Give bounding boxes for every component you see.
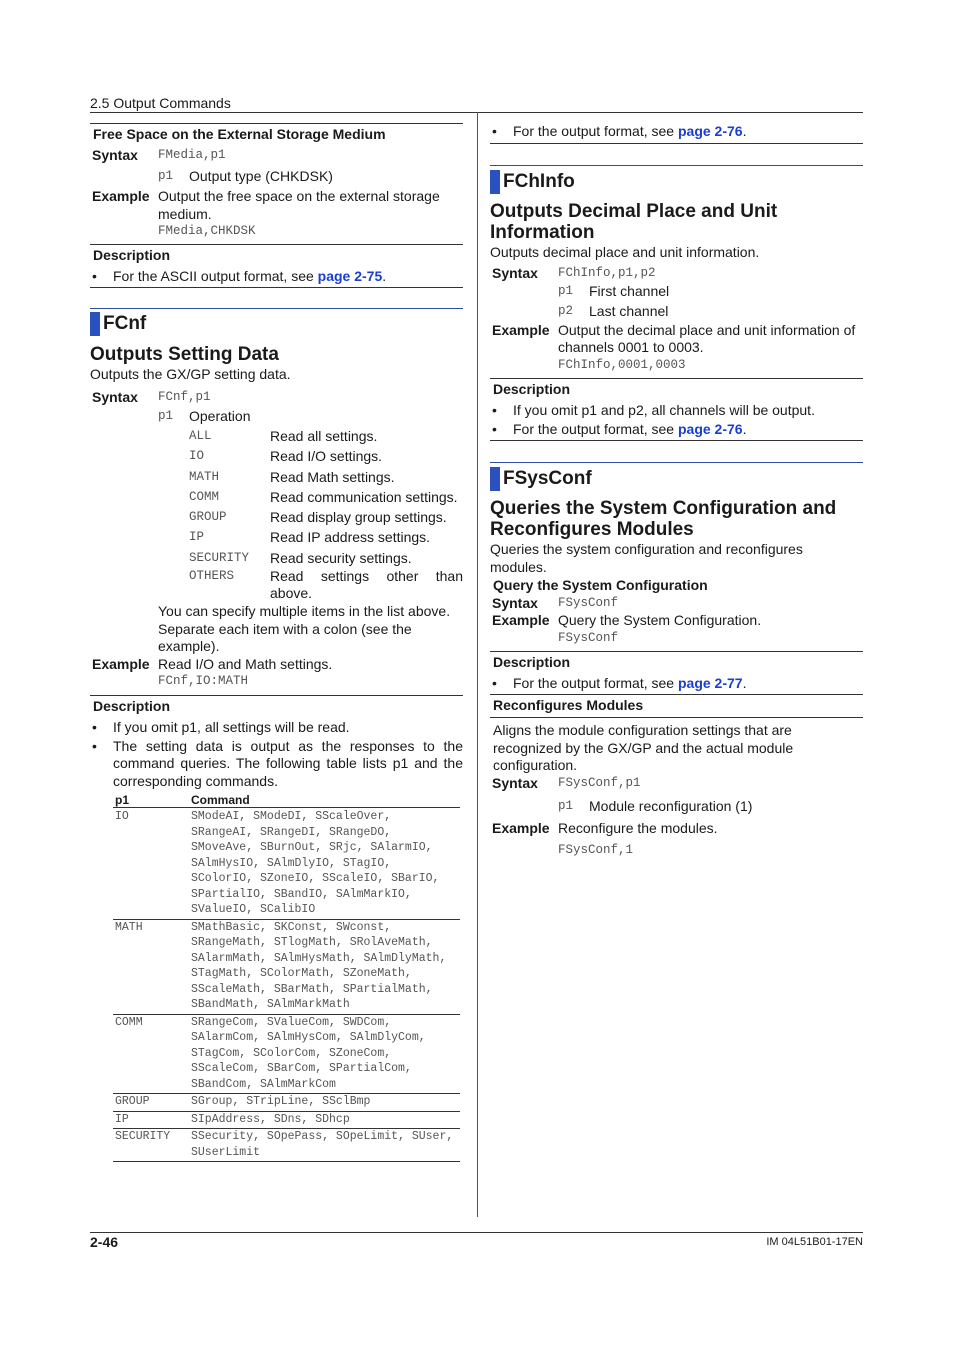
list-item: • The setting data is output as the responses to the command queries. The following table lists p1 and the corresponding commands. xyxy=(92,737,463,789)
option-desc: Read all settings. xyxy=(270,428,378,444)
fcnf-example-row xyxy=(90,656,463,691)
document-id: IM 04L51B01-17EN xyxy=(766,1236,863,1248)
fsysconf-example2-code-row xyxy=(490,841,863,859)
list-item: • For the ASCII output format, see page 2-75. xyxy=(92,267,387,284)
reconf-sub-rule xyxy=(490,717,863,718)
option-key: GROUP xyxy=(189,510,227,525)
reconf-title: Reconfigures Modules xyxy=(493,697,644,713)
fcnf-syntax: FCnf,p1 xyxy=(158,390,211,404)
example-text: Output the decimal place and unit information of channels 0001 to 0003. xyxy=(558,321,856,355)
fchinfo-syntax: FChInfo,p1,p2 xyxy=(558,265,656,280)
param-desc: First channel xyxy=(589,282,670,299)
fsysconf-syntax-row xyxy=(490,595,863,612)
page-link[interactable]: page 2-76 xyxy=(677,421,743,437)
table-row xyxy=(113,1014,460,1094)
reconf-text: Aligns the module configuration settings that are recognized by the GX/GP and the actual module configuration. xyxy=(493,722,794,773)
table-header: Command xyxy=(189,793,460,808)
command-name: FChInfo xyxy=(503,170,575,192)
fsysconf-syntax2: FSysConf,p1 xyxy=(558,775,641,790)
option-row xyxy=(189,548,463,568)
intro: Queries the system configuration and reconfigures modules. xyxy=(490,541,803,575)
table-cell-command: SSecurity, SOpePass, SOpeLimit, SUser, SUserLimit xyxy=(189,1129,460,1162)
param-name: p1 xyxy=(158,409,174,423)
table-cell-command: SModeAI, SModeDI, SScaleOver, SRangeAI, SRangeDI, SRangeDO, SMoveAve, SBurnOut, SRjc, SAlarmIO, SAlmHysIO, SAlmDlyIO, STagIO, SColorIO, SZoneIO, SScaleIO, SBarIO, SPartialIO, SBandIO, SAlmMarkIO, SValueIO, SCalibIO xyxy=(191,810,440,917)
option-row xyxy=(189,507,463,527)
fchinfo-syntax-row xyxy=(490,264,863,282)
option-desc: Read security settings. xyxy=(270,549,412,566)
page-link[interactable]: page 2-77 xyxy=(677,675,743,691)
option-list xyxy=(189,426,463,602)
fcnf-p1-row xyxy=(158,406,463,426)
option-row xyxy=(189,467,463,487)
example-text: Reconfigure the modules. xyxy=(558,819,718,836)
left-column xyxy=(90,123,463,1162)
table-cell-command: SMathBasic, SKConst, SWconst, SRangeMath, STlogMath, SRolAveMath, SAlarmMath, SAlmHysMath, SAlmDlyMath, STagMath, SColorMath, SZoneMath, SScaleMath, SBarMath, SPartialMath, SBandMath, SAlmMarkMath xyxy=(189,919,460,1014)
command-name: FCnf xyxy=(103,313,147,334)
option-row xyxy=(189,487,463,507)
option-key: ALL xyxy=(189,429,212,443)
option-key: SECURITY xyxy=(189,550,250,565)
fchinfo-p1-row xyxy=(558,282,863,301)
table-cell-command: SRangeCom, SValueCom, SWDCom, SAlarmCom, SAlmHysCom, SAlmDlyCom, STagCom, SColorCom, SZoneCom, SScaleCom, SBarCom, SPartialCom, SBandCom, SAlmMarkCom xyxy=(189,1014,460,1094)
command-name: FSysConf xyxy=(503,467,592,489)
option-desc: Read Math settings. xyxy=(270,468,395,485)
example-text: Output the free space on the external storage medium. xyxy=(158,188,440,222)
fsysconf-command-bar xyxy=(490,462,863,490)
section-marker xyxy=(490,170,500,194)
param-name: p1 xyxy=(558,798,574,813)
example-code: FSysConf xyxy=(558,630,619,645)
option-key: COMM xyxy=(189,489,220,504)
table-row xyxy=(113,1129,460,1162)
param-desc: Operation xyxy=(189,408,251,424)
desc-label: Description xyxy=(493,654,571,670)
intro: Outputs decimal place and unit information. xyxy=(490,244,760,260)
fcnf-syntax-row xyxy=(90,389,463,406)
table-cell-p1: IP xyxy=(113,1111,189,1129)
running-header: 2.5 Output Commands xyxy=(90,95,231,111)
page-link[interactable]: page 2-76 xyxy=(677,123,743,139)
example-label: Example xyxy=(492,819,550,836)
page-number: 2-46 xyxy=(90,1234,119,1250)
option-desc: Read settings other than above. xyxy=(270,568,463,602)
example-text: Query the System Configuration. xyxy=(558,612,762,628)
table-cell-p1: IO xyxy=(115,810,129,824)
option-desc: Read IP address settings. xyxy=(270,529,431,546)
option-row xyxy=(189,527,463,547)
fmedia-example-row xyxy=(90,188,463,241)
option-desc: Read I/O settings. xyxy=(270,448,383,465)
table-row xyxy=(113,1094,460,1112)
table-row xyxy=(113,1111,460,1129)
param-name: p1 xyxy=(158,169,174,183)
list-item: • For the output format, see page 2-76. xyxy=(492,123,747,139)
fchinfo-command-bar xyxy=(490,165,863,193)
section-marker xyxy=(90,312,100,336)
table-row xyxy=(113,919,460,1014)
table-cell-command: SIpAddress, SDns, SDhcp xyxy=(189,1111,460,1129)
fchinfo-example-row xyxy=(490,322,863,375)
fmedia-title: Free Space on the External Storage Medium xyxy=(93,126,386,142)
intro: Outputs the GX/GP setting data. xyxy=(90,365,291,382)
desc-label: Description xyxy=(493,381,571,397)
right-column xyxy=(490,123,863,859)
table-cell-p1: GROUP xyxy=(113,1094,189,1112)
query-title: Query the System Configuration xyxy=(493,577,708,593)
desc-label: Description xyxy=(93,246,171,263)
section-heading: Outputs Decimal Place and Unit Information xyxy=(490,201,778,243)
list-item: • If you omit p1 and p2, all channels will be output. xyxy=(492,402,815,418)
fsysconf-example-row xyxy=(490,612,863,647)
example-label: Example xyxy=(492,612,550,628)
syntax-label: Syntax xyxy=(492,264,538,281)
param-desc: Output type (CHKDSK) xyxy=(189,168,333,184)
syntax-label: Syntax xyxy=(492,774,538,791)
table-header: p1 xyxy=(113,793,189,808)
option-desc: Read display group settings. xyxy=(270,509,447,526)
syntax-label: Syntax xyxy=(92,147,138,163)
param-desc: Module reconfiguration (1) xyxy=(589,797,753,814)
fsysconf-p1-row xyxy=(558,797,863,815)
option-key: MATH xyxy=(189,469,220,484)
example-code: FMedia,CHKDSK xyxy=(158,224,256,238)
list-item: • For the output format, see page 2-77. xyxy=(492,675,747,691)
fchinfo-p2-row xyxy=(558,301,863,321)
fmedia-syntax: FMedia,p1 xyxy=(158,148,226,162)
param-name: p2 xyxy=(558,303,574,318)
option-desc: Read communication settings. xyxy=(270,488,458,505)
desc-label: Description xyxy=(93,697,171,714)
param-name: p1 xyxy=(558,283,574,298)
option-key: IP xyxy=(189,530,205,545)
option-key: OTHERS xyxy=(189,569,235,584)
list-item: • If you omit p1, all settings will be read. xyxy=(92,718,350,735)
page-link[interactable]: page 2-75 xyxy=(317,267,383,284)
section-marker xyxy=(490,467,500,491)
table-cell-p1: SECURITY xyxy=(113,1129,189,1162)
syntax-label: Syntax xyxy=(92,389,138,405)
option-row xyxy=(189,426,463,446)
example-label: Example xyxy=(92,655,150,672)
fsysconf-syntax2-row xyxy=(490,775,863,792)
section-end-rule xyxy=(490,143,863,144)
section-end-rule xyxy=(90,287,463,288)
option-row xyxy=(189,446,463,466)
fcnf-note: You can specify multiple items in the list above. Separate each item with a colon (see the example). xyxy=(158,603,451,655)
table-cell-p1: MATH xyxy=(113,919,189,1014)
footer-rule xyxy=(90,1232,863,1233)
example-code: FSysConf,1 xyxy=(558,842,634,857)
table-row xyxy=(113,808,460,920)
example-text: Read I/O and Math settings. xyxy=(158,655,333,672)
table-cell-command: SGroup, STripLine, SSclBmp xyxy=(189,1094,460,1112)
fmedia-p1-row xyxy=(158,167,463,185)
fsysconf-example2-row xyxy=(490,819,863,837)
fmedia-syntax-row xyxy=(90,146,463,164)
syntax-label: Syntax xyxy=(492,595,538,611)
param-desc: Last channel xyxy=(589,302,669,319)
fsysconf-syntax: FSysConf xyxy=(558,596,619,610)
example-code: FChInfo,0001,0003 xyxy=(558,357,686,372)
example-label: Example xyxy=(92,188,150,204)
option-row xyxy=(189,568,463,602)
column-divider xyxy=(477,112,478,1217)
section-end-rule xyxy=(490,440,863,441)
example-code: FCnf,IO:MATH xyxy=(158,674,249,689)
list-item: • For the output format, see page 2-76. xyxy=(492,421,747,437)
fcnf-command-bar xyxy=(90,308,463,336)
table-cell-p1: COMM xyxy=(113,1014,189,1094)
section-heading: Queries the System Configuration and Reconfigures Modules xyxy=(490,498,837,540)
option-key: IO xyxy=(189,449,205,464)
p1-command-table xyxy=(113,793,460,1161)
table-end-rule xyxy=(113,1161,460,1162)
example-label: Example xyxy=(492,321,550,338)
section-heading: Outputs Setting Data xyxy=(90,343,279,365)
